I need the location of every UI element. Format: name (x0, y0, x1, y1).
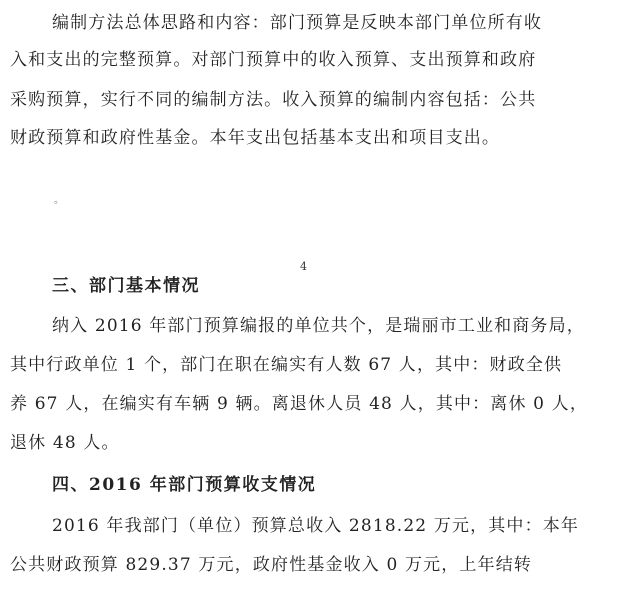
section-3-line-1: 纳入 2016 年部门预算编报的单位共个，是瑞丽市工业和商务局， (52, 316, 585, 336)
section-3-line-4: 退休 48 人。 (10, 433, 120, 453)
page-number: 4 (300, 260, 307, 273)
section-3-heading: 三、部门基本情况 (52, 276, 200, 296)
section-3-line-3: 养 67 人，在编实有车辆 9 辆。离退休人员 48 人，其中：离休 0 人， (10, 394, 588, 414)
paragraph-1-line-2: 入和支出的完整预算。对部门预算中的收入预算、支出预算和政府 (10, 50, 537, 70)
paragraph-1-line-4: 财政预算和政府性基金。本年支出包括基本支出和项目支出。 (10, 128, 501, 148)
section-4-heading: 四、2016 年部门预算收支情况 (52, 475, 317, 495)
section-4-line-1: 2016 年我部门（单位）预算总收入 2818.22 万元，其中：本年 (52, 516, 580, 536)
section-4-line-2: 公共财政预算 829.37 万元，政府性基金收入 0 万元，上年结转 (10, 555, 533, 575)
stray-mark: 。 (54, 195, 64, 206)
paragraph-1-line-1: 编制方法总体思路和内容：部门预算是反映本部门单位所有收 (52, 13, 543, 33)
paragraph-1-line-3: 采购预算，实行不同的编制方法。收入预算的编制内容包括：公共 (10, 90, 537, 110)
section-3-line-2: 其中行政单位 1 个，部门在职在编实有人数 67 人，其中：财政全供 (10, 355, 563, 375)
